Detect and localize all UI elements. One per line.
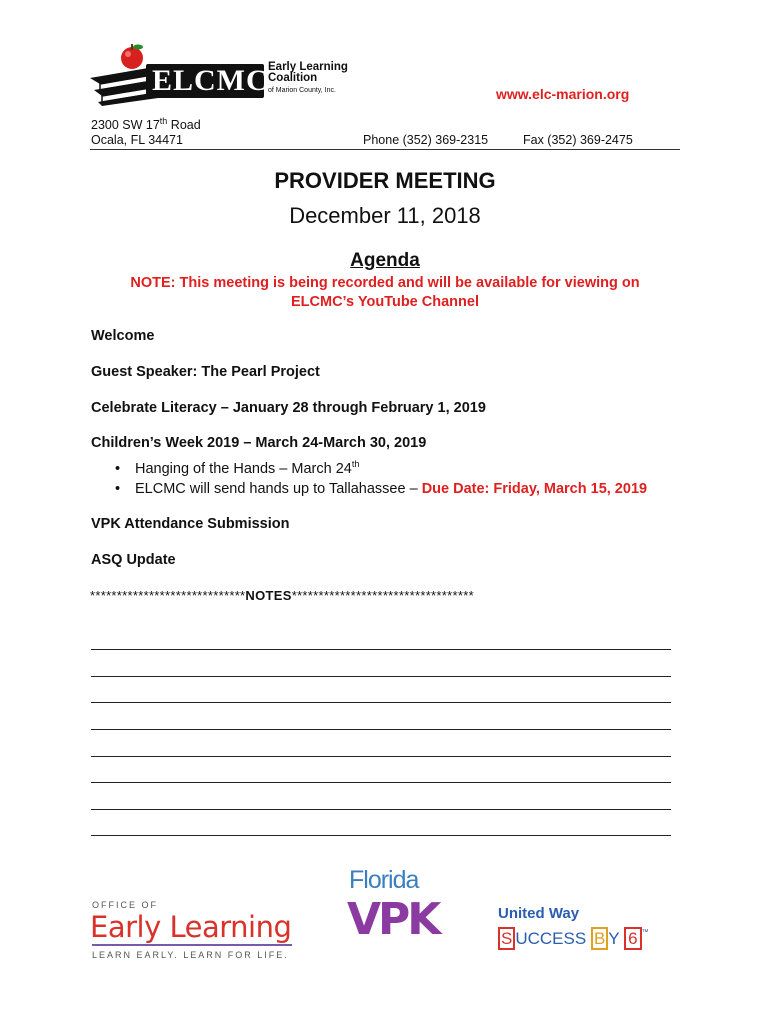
bullet2-text: ELCMC will send hands up to Tallahassee – — [135, 481, 422, 497]
notes-divider — [90, 588, 474, 603]
note-line[interactable] — [91, 676, 671, 677]
uw-success — [498, 929, 649, 949]
notes-stars-right: ********************************** — [291, 588, 474, 603]
address-street: 2300 SW 17 — [91, 118, 160, 132]
note-line[interactable] — [91, 702, 671, 703]
agenda-item-welcome: Welcome — [91, 328, 155, 344]
agenda-item-childrens-week: Children’s Week 2019 – March 24-March 30, 2019 — [91, 435, 427, 451]
address-line2: Ocala, FL 34471 — [91, 133, 183, 147]
notes-label: NOTES — [245, 588, 292, 603]
note-line[interactable] — [91, 809, 671, 810]
agenda-item-literacy: Celebrate Literacy – January 28 through February 1, 2019 — [91, 400, 486, 416]
agenda-item-guest: Guest Speaker: The Pearl Project — [91, 364, 320, 380]
oel-main: Early Learning — [90, 910, 292, 944]
vpk-top: Florida — [349, 866, 419, 894]
header-divider — [90, 149, 680, 150]
uw-s-block: S — [498, 927, 515, 950]
uw-y: Y — [608, 929, 620, 948]
notes-stars-left: ***************************** — [90, 588, 246, 603]
united-way-logo — [496, 905, 671, 955]
note-line[interactable] — [91, 729, 671, 730]
agenda-item-vpk: VPK Attendance Submission — [91, 516, 290, 532]
recording-note: NOTE: This meeting is being recorded and will be available for viewing on ELCMC’s YouTube Channel — [130, 275, 640, 310]
oel-top: OFFICE OF — [92, 900, 158, 910]
fax: Fax (352) 369-2475 — [523, 133, 633, 147]
logo-line1: Early Learning — [268, 61, 348, 73]
meeting-date: December 11, 2018 — [289, 203, 481, 228]
note-line[interactable] — [91, 649, 671, 650]
florida-vpk-logo — [345, 866, 440, 954]
uw-top: United Way — [498, 905, 580, 922]
logo-line2: Coalition — [268, 72, 318, 84]
uw-tm: ™ — [641, 929, 649, 936]
uw-6-block: 6 — [624, 927, 641, 950]
address-road: Road — [167, 118, 201, 132]
page-title: PROVIDER MEETING — [274, 168, 496, 193]
uw-ucc: UCCESS — [515, 929, 587, 948]
note-line[interactable] — [91, 756, 671, 757]
bullet-icon: • — [115, 481, 121, 497]
note-line[interactable] — [91, 782, 671, 783]
oel-underline — [92, 944, 292, 946]
uw-b-block: B — [591, 927, 608, 950]
bullet2-due-date: Due Date: Friday, March 15, 2019 — [421, 481, 648, 497]
logo-line3: of Marion County, Inc. — [268, 87, 336, 94]
agenda-item-asq: ASQ Update — [91, 552, 176, 568]
bullet1-sup: th — [351, 459, 360, 470]
oel-tag: LEARN EARLY. LEARN FOR LIFE. — [92, 950, 289, 960]
note-line[interactable] — [91, 835, 671, 836]
logo-name: ELCMC — [152, 64, 269, 97]
address-sup: th — [159, 115, 168, 126]
bullet-icon: • — [115, 461, 121, 477]
bullet1-text: Hanging of the Hands – March 24 — [135, 461, 352, 477]
elcmc-logo — [88, 44, 378, 106]
website-link[interactable]: www.elc-marion.org — [496, 86, 630, 102]
address-line1 — [91, 115, 201, 132]
agenda-heading: Agenda — [350, 250, 420, 271]
phone: Phone (352) 369-2315 — [363, 133, 489, 147]
office-early-learning-logo — [90, 898, 300, 968]
vpk-main: VPK — [347, 894, 439, 945]
